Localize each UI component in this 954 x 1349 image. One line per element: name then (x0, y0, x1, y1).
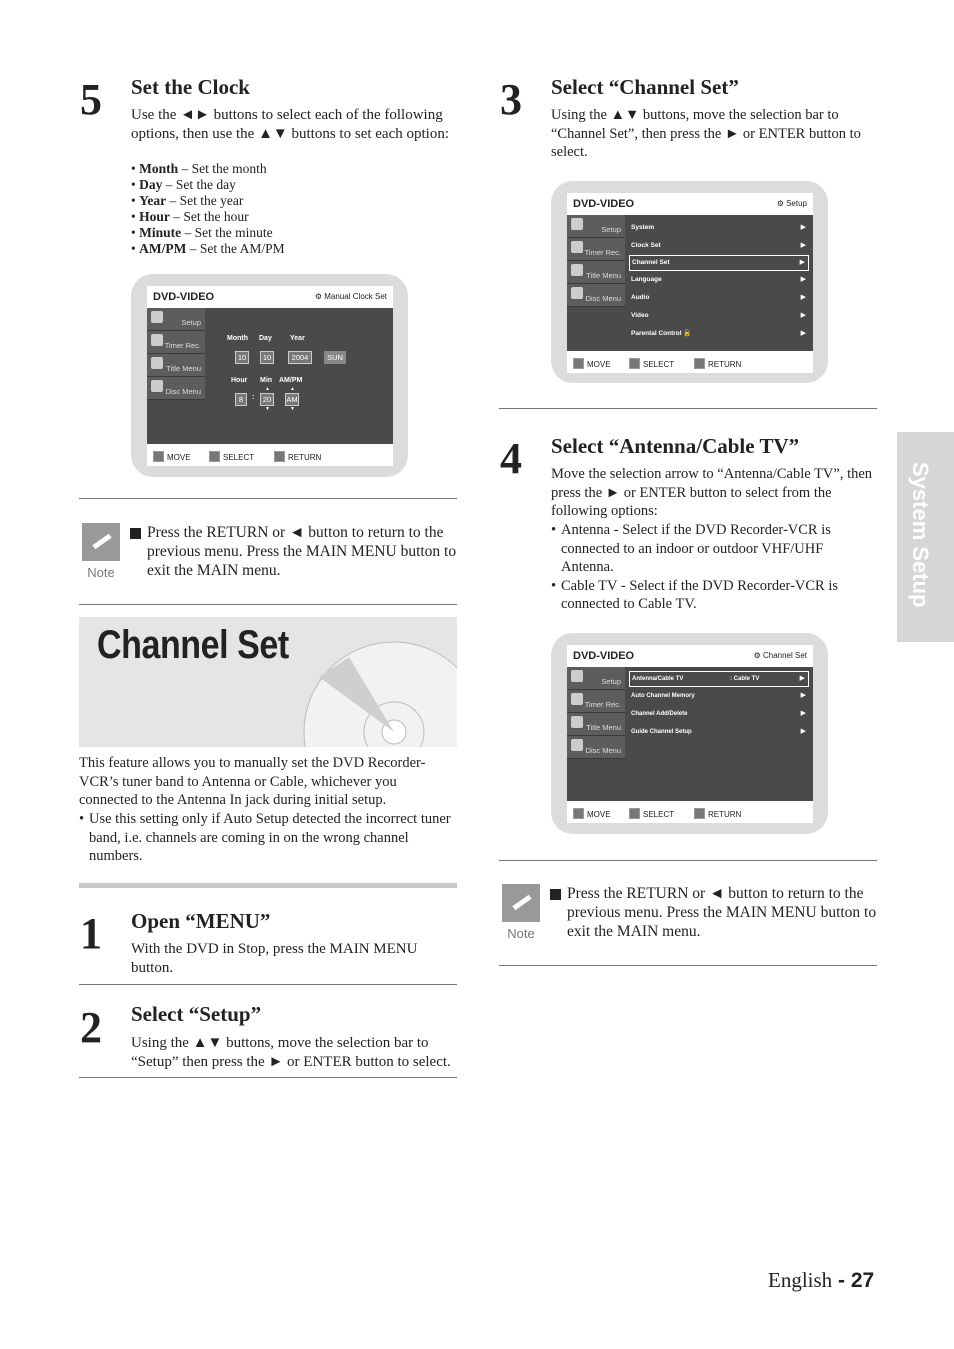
list-item: • Minute – Set the minute (131, 225, 273, 240)
note-label: Note (507, 926, 535, 941)
move-icon (573, 808, 584, 819)
menu-item-value: : Cable TV (730, 676, 760, 682)
list-item: • Day – Set the day (131, 177, 236, 192)
osd-setup-menu (567, 193, 813, 373)
options-list (551, 521, 877, 614)
note-box (502, 884, 877, 954)
step-text: Using the ▲▼ buttons, move the selection bar to “Setup” then press the ► or ENTER button to select. (131, 1035, 451, 1070)
timer-icon (151, 334, 163, 346)
list-item: • Month – Set the month (131, 161, 267, 176)
list-item: • Hour – Set the hour (131, 209, 249, 224)
side-item-title-menu: Title Menu (147, 354, 205, 377)
osd-footer: MOVE SELECT RETURN (147, 444, 393, 466)
up-arrow-icon: ▲ (265, 386, 270, 392)
osd-menu-list (629, 219, 809, 343)
chevron-right-icon: ▶ (800, 224, 806, 231)
title-icon (571, 716, 583, 728)
title-icon (151, 357, 163, 369)
divider (499, 408, 877, 409)
step-number: 1 (80, 909, 102, 958)
osd-menu-list (629, 671, 809, 741)
osd-side-menu (567, 667, 625, 759)
menu-item-clock-set: Clock Set ▶ (629, 237, 809, 255)
step-text: Move the selection arrow to “Antenna/Cable TV”, then press the ► or ENTER button to select from the following options: (551, 466, 873, 520)
note-label: Note (87, 565, 115, 580)
osd-side-menu (147, 308, 205, 400)
month-label: Month (227, 335, 248, 342)
section-intro: This feature allows you to manually set the DVD Recorder-VCR’s tuner band to Antenna or Cable, whichever you connected to the Antenna In jack during initial setup. (79, 755, 426, 809)
move-icon (153, 451, 164, 462)
divider (79, 1077, 457, 1078)
divider (79, 604, 457, 605)
ampm-value: AM (286, 395, 298, 404)
osd-footer: MOVE SELECT RETURN (567, 351, 813, 373)
pencil-note-icon (82, 523, 120, 561)
side-item-title-menu: Title Menu (567, 261, 625, 284)
menu-item-parental-control: Parental Control 🔓 ▶ (629, 325, 809, 343)
setup-icon (571, 218, 583, 230)
return-icon (694, 808, 705, 819)
chevron-right-icon: ▶ (800, 330, 806, 337)
side-item-timer-rec: Timer Rec. (147, 331, 205, 354)
divider (79, 984, 457, 985)
osd-header-title: Setup (786, 199, 807, 208)
return-icon (694, 358, 705, 369)
list-item: • Year – Set the year (131, 193, 244, 208)
osd-header (147, 286, 393, 308)
gear-icon: ⚙ (314, 292, 323, 301)
side-item-disc-menu: Disc Menu (567, 284, 625, 307)
menu-item-channel-set: Channel Set ▶ (629, 255, 809, 271)
osd-side-menu (567, 215, 625, 307)
osd-screen (567, 215, 813, 351)
day-label: Day (259, 335, 272, 342)
hour-label: Hour (231, 377, 248, 384)
menu-item-auto-channel-memory: Auto Channel Memory ▶ (629, 687, 809, 705)
select-icon (209, 451, 220, 462)
menu-item-language: Language ▶ (629, 271, 809, 289)
osd-header-title: Manual Clock Set (324, 292, 387, 301)
bullet-square-icon (130, 528, 141, 539)
note-text: Press the RETURN or ◄ button to return to the previous menu. Press the MAIN MENU button to exit the MAIN menu. (567, 885, 877, 940)
chevron-right-icon: ▶ (800, 242, 806, 249)
side-item-disc-menu: Disc Menu (567, 736, 625, 759)
disc-icon (571, 287, 583, 299)
menu-item-system: System ▶ (629, 219, 809, 237)
section-title: Channel Set (97, 623, 289, 667)
osd-footer: MOVE SELECT RETURN (567, 801, 813, 823)
note-box (82, 523, 457, 593)
list-item: • AM/PM – Set the AM/PM (131, 241, 285, 256)
osd-header (567, 645, 813, 667)
side-item-setup: Setup (567, 667, 625, 690)
clock-options-list (131, 161, 451, 257)
section-tab-label: System Setup (908, 462, 933, 608)
osd-manual-clock-set (147, 286, 393, 466)
disc-icon (151, 380, 163, 392)
menu-item-guide-channel-setup: Guide Channel Setup ▶ (629, 723, 809, 741)
list-item: • Antenna - Select if the DVD Recorder-VCR is connected to an indoor or outdoor VHF/UHF Antenna. (551, 522, 831, 576)
pencil-note-icon (502, 884, 540, 922)
weekday-value: SUN (324, 351, 346, 364)
down-arrow-icon: ▼ (290, 406, 295, 412)
setup-icon (571, 670, 583, 682)
step-number: 5 (80, 75, 102, 124)
step-title: Select “Channel Set” (551, 75, 739, 99)
divider (499, 860, 877, 861)
divider (79, 498, 457, 499)
step-title: Open “MENU” (131, 909, 271, 933)
chevron-right-icon: ▶ (799, 259, 805, 266)
time-colon: : (252, 394, 255, 401)
step-text: Use the ◄► buttons to select each of the following options, then use the ▲▼ buttons to set each option: (131, 107, 449, 142)
list-item: • Cable TV - Select if the DVD Recorder-VCR is connected to Cable TV. (551, 577, 839, 613)
menu-item-video: Video ▶ (629, 307, 809, 325)
chevron-right-icon: ▶ (800, 276, 806, 283)
osd-brand: DVD-VIDEO (573, 198, 635, 210)
section-tab (897, 432, 954, 642)
step-title: Select “Setup” (131, 1002, 262, 1026)
day-value: 10 (260, 351, 274, 364)
section-banner (79, 617, 457, 747)
side-item-setup: Setup (567, 215, 625, 238)
min-label: Min (260, 377, 273, 384)
chevron-right-icon: ▶ (800, 312, 806, 319)
select-icon (629, 808, 640, 819)
chevron-right-icon: ▶ (799, 675, 805, 682)
step-number: 4 (500, 434, 522, 483)
note-text: Press the RETURN or ◄ button to return to the previous menu. Press the MAIN MENU button to exit the MAIN menu. (147, 524, 457, 579)
section-bullet: • Use this setting only if Auto Setup detected the incorrect tuner band, i.e. channels are coming in on the wrong channel numbers. (79, 811, 451, 865)
osd-screen (567, 667, 813, 801)
menu-item-channel-add-delete: Channel Add/Delete ▶ (629, 705, 809, 723)
setup-icon (151, 311, 163, 323)
divider (499, 965, 877, 966)
side-item-setup: Setup (147, 308, 205, 331)
min-value: 20 (260, 393, 274, 406)
move-icon (573, 358, 584, 369)
select-icon (629, 358, 640, 369)
menu-item-audio: Audio ▶ (629, 289, 809, 307)
step-title: Set the Clock (131, 75, 250, 99)
chevron-right-icon: ▶ (800, 728, 806, 735)
side-item-title-menu: Title Menu (567, 713, 625, 736)
disc-graphic-icon (299, 637, 457, 747)
gear-icon: ⚙ (776, 199, 784, 208)
title-icon (571, 264, 583, 276)
chevron-right-icon: ▶ (800, 294, 806, 301)
disc-icon (571, 739, 583, 751)
page-number: English - 27 (768, 1268, 875, 1292)
osd-brand: DVD-VIDEO (573, 650, 635, 662)
step-text: Using the ▲▼ buttons, move the selection bar to “Channel Set”, then press the ► or ENTER button to select. (551, 107, 861, 161)
side-item-disc-menu: Disc Menu (147, 377, 205, 400)
chevron-right-icon: ▶ (800, 692, 806, 699)
ampm-label: AM/PM (279, 377, 303, 384)
year-value: 2004 (288, 351, 312, 364)
month-value: 10 (235, 351, 249, 364)
osd-header (567, 193, 813, 215)
step-number: 3 (500, 75, 522, 124)
side-item-timer-rec: Timer Rec. (567, 690, 625, 713)
step-text: With the DVD in Stop, press the MAIN MENU button. (131, 941, 418, 976)
osd-header-title: Channel Set (762, 651, 807, 660)
thick-divider (79, 883, 457, 888)
menu-item-antenna-cable-tv: Antenna/Cable TV : Cable TV ▶ (629, 671, 809, 687)
chevron-right-icon: ▶ (800, 710, 806, 717)
gear-icon: ⚙ (753, 651, 761, 660)
osd-brand: DVD-VIDEO (153, 291, 215, 303)
timer-icon (571, 693, 583, 705)
step-number: 2 (80, 1003, 102, 1052)
down-arrow-icon: ▼ (265, 406, 270, 412)
bullet-square-icon (550, 889, 561, 900)
step-title: Select “Antenna/Cable TV” (551, 434, 800, 458)
osd-screen (147, 308, 393, 444)
year-label: Year (290, 335, 305, 342)
hour-value: 8 (235, 393, 247, 406)
return-icon (274, 451, 285, 462)
side-item-timer-rec: Timer Rec. (567, 238, 625, 261)
timer-icon (571, 241, 583, 253)
lock-icon: 🔓 (683, 330, 692, 337)
up-arrow-icon: ▲ (290, 386, 295, 392)
osd-channel-set (567, 645, 813, 823)
